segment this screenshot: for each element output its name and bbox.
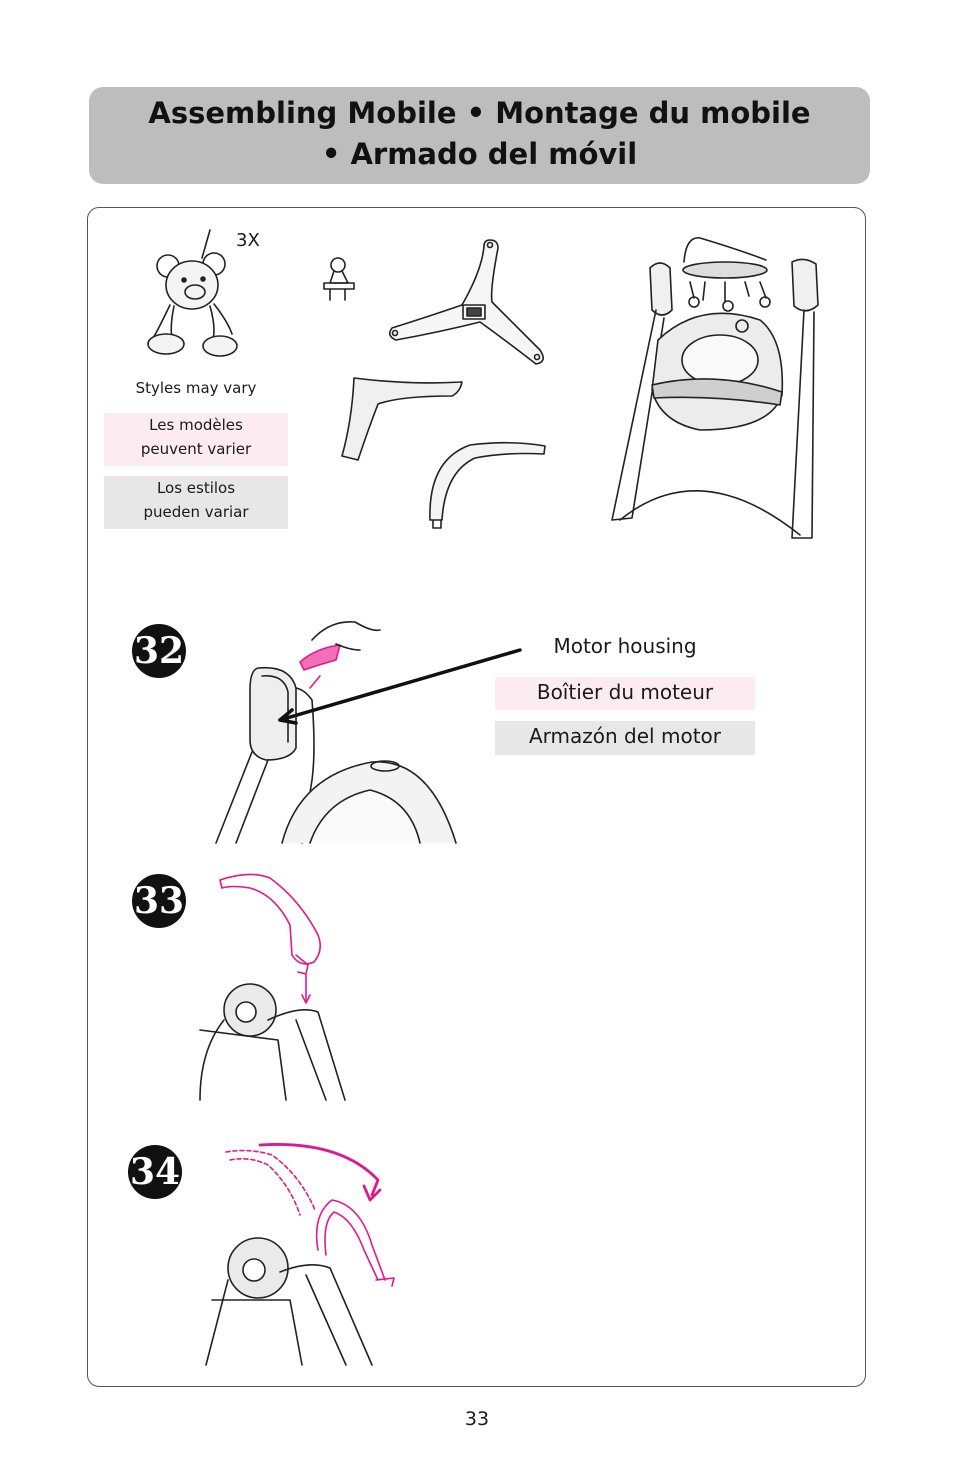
step34-illustration xyxy=(206,1144,394,1365)
motor-housing-label-en: Motor housing xyxy=(553,634,697,658)
motor-housing-label-fr: Boîtier du moteur xyxy=(495,677,755,710)
motor-housing-label-es: Armazón del motor xyxy=(495,721,755,755)
quantity-label: 3X xyxy=(236,230,260,251)
title-line-2: • Armado del móvil xyxy=(321,137,638,171)
title-line-1: Assembling Mobile • Montage du mobile xyxy=(148,96,811,130)
mobile-clip-icon xyxy=(324,258,354,300)
page-number: 33 xyxy=(464,1408,490,1430)
step-number-33: 33 xyxy=(132,874,186,928)
step-number-32: 32 xyxy=(132,624,186,678)
mobile-arm-star-icon xyxy=(390,240,543,364)
mobile-curved-arm-icon xyxy=(430,443,545,528)
swing-assembled-icon xyxy=(612,238,818,538)
step-number-34: 34 xyxy=(128,1145,182,1199)
teddy-bear-icon xyxy=(148,230,237,356)
styles-note-fr: Les modèles peuvent varier xyxy=(104,413,288,466)
mobile-upper-arm-icon xyxy=(342,378,462,460)
step32-illustration xyxy=(216,622,520,843)
styles-note-es: Los estilos pueden variar xyxy=(104,476,288,529)
styles-note-en: Styles may vary xyxy=(135,379,257,397)
step33-illustration xyxy=(200,874,345,1100)
